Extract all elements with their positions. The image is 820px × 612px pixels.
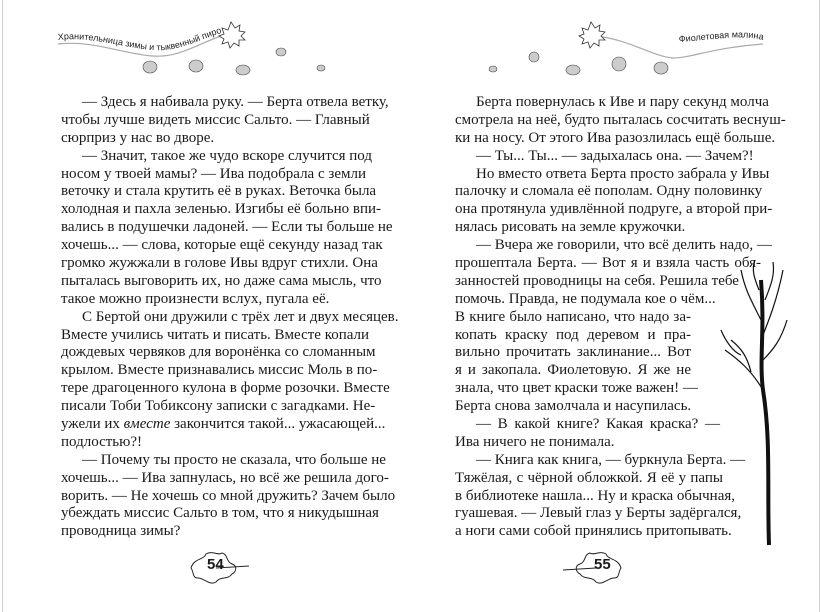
text-line (61, 398, 376, 416)
text-segment: помочь. Правда, не подумала кое о чём... (455, 290, 716, 307)
text-line (455, 111, 786, 130)
text-segment: закончится такой... ужасающей... (170, 416, 386, 433)
text-line (61, 272, 382, 291)
maple-leaf-icon (219, 22, 245, 48)
text-segment: дождевых червяков для воронёнка со сломанным (61, 344, 376, 361)
birch-tree-illustration (711, 260, 791, 550)
text-line (61, 166, 366, 184)
text-segment: копать краску под деревом и пра- (455, 326, 691, 343)
text-line (61, 255, 378, 273)
text-line (61, 469, 389, 488)
text-segment: — Почему ты просто не сказала, что больше не (82, 451, 386, 468)
text-line (455, 362, 691, 380)
text-segment: Но вместо ответа Берта просто забрала у Ивы (476, 165, 770, 182)
text-segment: — Книга как книга, — буркнула Берта. — (476, 451, 746, 468)
text-line (61, 237, 383, 255)
text-line (61, 94, 389, 112)
text-segment: она протянула удивлённой подруге, а второй при- (455, 201, 773, 218)
text-line (455, 470, 723, 488)
text-line (61, 451, 386, 470)
text-line (61, 308, 399, 327)
text-segment: гуашевая. — Левый глаз у Берты задёргался, (455, 505, 742, 522)
text-line (61, 291, 366, 309)
text-segment: убеждать миссис Сальто в том, что я никудышная (61, 505, 379, 522)
text-segment: — Здесь я набивала руку. — Берта отвела ветку, (82, 94, 389, 110)
text-line (455, 237, 772, 255)
text-segment: крылом. Вместе признавались миссис Моль в по- (61, 362, 378, 379)
text-line (61, 147, 372, 166)
text-line (455, 523, 732, 541)
text-segment: писали Тоби Тобиксону записки с загадками. Не- (61, 398, 376, 415)
text-line (61, 434, 366, 452)
text-line (61, 416, 386, 434)
text-line (61, 523, 366, 541)
text-line (61, 130, 366, 148)
text-segment: ужели их (61, 416, 124, 433)
text-line (455, 183, 761, 201)
text-segment: носом у твоей мамы? — Ива подобрала с земли (61, 165, 366, 182)
text-segment: а ноги сами собой принялись притопывать. (455, 523, 732, 540)
text-segment: тере драгоценного кулона в форме розочки. Вместе (61, 380, 390, 397)
text-segment: проводница зимы? (61, 523, 181, 540)
text-segment: В книге было написано, что надо за- (455, 308, 691, 325)
text-segment: — Ты... Ты... — задыхалась она. — Зачем?! (476, 147, 754, 164)
text-segment: нялась рисовать на земле кружочки. (455, 219, 686, 236)
text-segment: Вместе учились читать и писать. Вместе копали (61, 326, 370, 343)
text-segment: чтобы лучше видеть миссис Сальто. — Главный (61, 111, 370, 128)
text-segment: сюрприз у нас во дворе. (61, 129, 215, 146)
text-line (455, 416, 720, 434)
text-segment: Ива ничего не понимала. (455, 433, 615, 450)
text-line (61, 505, 379, 523)
running-head-decoration (411, 0, 819, 90)
text-line (61, 219, 393, 237)
text-segment: ворить. — Не хочешь со мной дружить? Зачем было (61, 487, 396, 504)
text-segment: я и закопала. Фиолетовую. Я же не (455, 362, 691, 379)
text-line (61, 487, 396, 506)
text-line (455, 219, 761, 237)
text-line (455, 398, 691, 416)
text-line (455, 505, 742, 523)
text-line (61, 183, 377, 201)
text-segment: смотрела на неё, будто пыталась сосчитать веснуш- (455, 111, 786, 128)
running-head-left: Хранительница зимы и тыквенный пиро (57, 25, 223, 53)
text-segment: подлостью?! (61, 433, 142, 450)
text-segment: — В какой книге? Какая краска? — (476, 416, 720, 433)
left-page (2, 0, 412, 612)
text-segment: палочку и сломала её пополам. Одну половинку (455, 183, 763, 200)
text-line (455, 94, 769, 112)
text-line (61, 362, 378, 380)
text-segment: ки на носу. От этого Ива разозлилась ещё больше. (455, 129, 776, 146)
svg-text:Фиолетовая малина (678, 29, 764, 44)
text-line (455, 309, 691, 327)
text-segment: такое можно произнести вслух, пугала её. (61, 290, 330, 307)
falling-leaves-icon (143, 48, 325, 75)
text-segment: в библиотеке нашла... Ну и краска обычная, (455, 487, 735, 504)
text-segment: С Бертой они дружили с трёх лет и двух месяцев. (82, 308, 399, 325)
text-line (61, 111, 370, 130)
svg-text:Хранительница зимы и тыквенный (3, 0, 223, 52)
text-segment: прошептала Берта. — Вот я и взяла часть обя- (455, 255, 761, 272)
running-head-right: Фиолетовая малина (678, 29, 765, 45)
text-segment: вались в подушечки ладоней. — Если ты больше не (61, 219, 393, 236)
text-segment: Тяжёлая, с чёрной обложкой. Я её у папы (455, 469, 723, 486)
text-segment: хочешь... — слова, которые ещё секунду назад так (61, 237, 383, 254)
text-segment: Берта снова замолчала и насупилась. (455, 398, 692, 415)
text-line (61, 344, 376, 362)
text-line (455, 148, 761, 166)
text-segment: вильно прочитать заклинание... Вот (455, 344, 691, 361)
text-line (455, 327, 691, 345)
text-line (61, 326, 370, 345)
text-line (455, 344, 691, 362)
maple-leaf-icon (579, 22, 605, 48)
left-page-text (61, 94, 399, 541)
text-line (61, 201, 382, 219)
running-head-decoration (3, 0, 411, 90)
text-line (455, 129, 776, 148)
page-number-right: 55 (594, 556, 611, 573)
text-line (61, 380, 390, 398)
text-line (455, 380, 698, 398)
page-number-left: 54 (207, 556, 224, 573)
text-segment: пыталась выговорить их, но даже сама мысль, что (61, 272, 382, 289)
text-segment: знала, что цвет краски тоже важен! — (455, 380, 698, 397)
text-segment: веточку и стала крутить её в руках. Веточка была (61, 183, 377, 200)
right-page (411, 0, 820, 612)
falling-leaves-icon (489, 52, 668, 75)
text-line (455, 201, 773, 219)
text-line (455, 452, 744, 470)
text-segment: Берта повернулась к Иве и пару секунд молча (476, 94, 769, 110)
text-segment: — Значит, такое же чудо вскоре случится под (82, 147, 372, 164)
text-segment: — Вчера же говорили, что всё делить надо, — (476, 237, 772, 254)
text-segment: холодная и пахла зеленью. Изгибы её больно впи- (61, 201, 382, 218)
text-segment: хочешь... — Ива запнулась, но всё же решила дого- (61, 469, 389, 486)
text-segment: громко жужжали в голове Ивы вдруг стихли. Она (61, 255, 378, 272)
text-line (455, 165, 770, 184)
text-line (455, 487, 735, 506)
italic-emphasis: вместе (123, 416, 171, 433)
text-segment: занностей проводницы на себя. Решила тебе (455, 272, 739, 289)
